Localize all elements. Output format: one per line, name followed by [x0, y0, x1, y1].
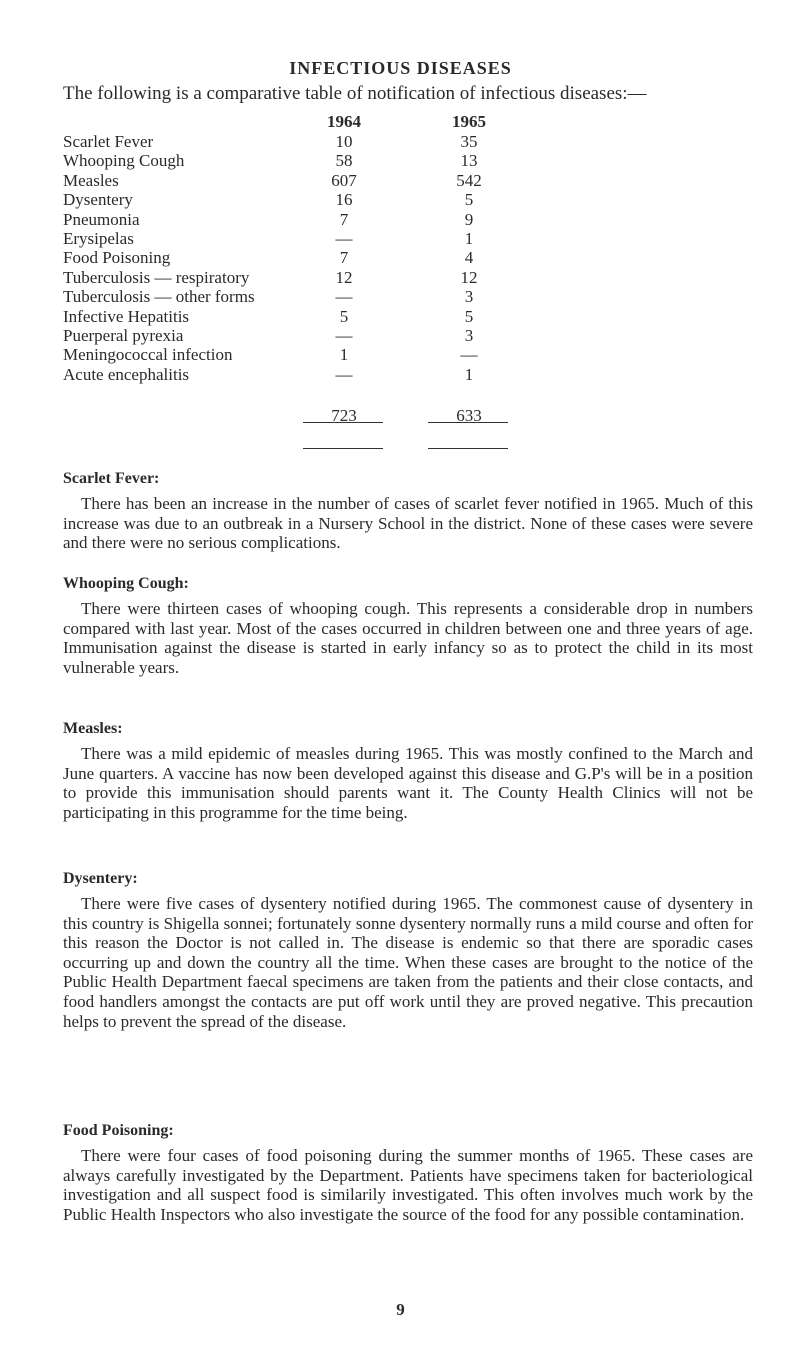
section-heading: Measles:	[63, 720, 123, 737]
section-heading: Food Poisoning:	[63, 1122, 174, 1139]
table-row	[63, 171, 663, 190]
table-row	[63, 210, 663, 229]
table-row	[63, 268, 663, 287]
count-1965: 1	[464, 228, 474, 248]
header-year-1964: 1964	[327, 112, 361, 131]
total-rule	[428, 448, 508, 449]
disease-name: Measles	[63, 170, 119, 190]
disease-name: Erysipelas	[63, 228, 134, 248]
section-text: There were five cases of dysentery notified during 1965. The commonest cause of dysentery in this country is Shigella sonnei; fortunately sonne dysentery normally runs a mild course and often for this reason the Doctor is not called in. The disease is endemic so that there are sporadic cases occurring up and down the country all the time. When these cases are brought to the notice of the Public Health Department faecal specimens are taken from the patients and their close contacts, and food handlers amongst the contacts are put off work until they are proved negative. This precaution helps to prevent the spread of the disease.	[63, 894, 753, 1031]
section-text: There was a mild epidemic of measles during 1965. This was mostly confined to the March and June quarters. A vaccine has now been developed against this disease and G.P's will be in a position to provide this immunisation should parents want it. The County Health Clinics will not be participating in this programme for the time being.	[63, 744, 753, 822]
header-year-1965: 1965	[452, 112, 486, 131]
count-1964: 58	[335, 151, 353, 171]
count-1965: —	[460, 345, 478, 365]
count-1964: 10	[335, 132, 353, 151]
count-1965: 5	[464, 306, 474, 326]
count-1965: 35	[460, 132, 478, 151]
count-1965: 3	[464, 287, 474, 307]
section-heading: Dysentery:	[63, 870, 138, 887]
table-row	[63, 151, 663, 170]
count-1964: 607	[331, 170, 357, 190]
count-1965: 542	[456, 170, 482, 190]
count-1965: 12	[460, 267, 478, 287]
table-row	[63, 345, 663, 364]
count-1965: 9	[464, 209, 474, 229]
count-1964: 12	[335, 267, 353, 287]
disease-name: Meningococcal infection	[63, 345, 233, 365]
section-food-poisoning	[63, 1122, 753, 1224]
disease-name: Dysentery	[63, 190, 133, 210]
count-1965: 3	[464, 325, 474, 345]
section-heading: Scarlet Fever:	[63, 470, 160, 487]
table-row	[63, 365, 663, 384]
table-row	[63, 229, 663, 248]
section-text: There were four cases of food poisoning during the summer months of 1965. These cases are always carefully investigated by the Department. Patients have specimens taken for bacteriological investigation and all suspect food is similarily investigated. This often involves much work by the Public Health Inspectors who also investigate the source of the food for any possible contamination.	[63, 1146, 753, 1224]
disease-name: Tuberculosis — other forms	[63, 287, 255, 307]
table-row	[63, 132, 663, 151]
section-text: There were thirteen cases of whooping cough. This represents a considerable drop in numbers compared with last year. Most of the cases occurred in children between one and three years of age. Immunisation against the disease is started in early infancy so as to protect the child in its most vulnerable years.	[63, 599, 753, 677]
total-rule	[303, 448, 383, 449]
page-title: INFECTIOUS DISEASES	[289, 58, 512, 78]
section-scarlet-fever	[63, 470, 753, 553]
count-1964: 5	[339, 306, 349, 326]
disease-name: Food Poisoning	[63, 248, 171, 268]
disease-name: Tuberculosis — respiratory	[63, 267, 250, 287]
section-heading: Whooping Cough:	[63, 575, 189, 592]
total-1964: 723	[331, 406, 357, 426]
table-row	[63, 307, 663, 326]
disease-name: Scarlet Fever	[63, 132, 154, 151]
table-row	[63, 287, 663, 306]
count-1964: —	[335, 364, 353, 384]
totals-row	[63, 406, 663, 428]
count-1965: 5	[464, 190, 474, 210]
count-1964: 1	[339, 345, 349, 365]
count-1964: 7	[339, 209, 349, 229]
count-1965: 13	[460, 151, 478, 171]
count-1965: 1	[464, 364, 474, 384]
table-row	[63, 248, 663, 267]
disease-name: Acute encephalitis	[63, 364, 190, 384]
count-1964: 16	[335, 190, 353, 210]
count-1964: —	[335, 325, 353, 345]
disease-name: Whooping Cough	[63, 151, 185, 171]
total-1965: 633	[456, 406, 482, 426]
section-text: There has been an increase in the number of cases of scarlet fever notified in 1965. Much of this increase was due to an outbreak in a Nursery School in the district. None of these cases were severe and there were no serious complications.	[63, 494, 753, 553]
disease-name: Puerperal pyrexia	[63, 325, 184, 345]
section-whooping-cough	[63, 575, 753, 677]
count-1964: —	[335, 228, 353, 248]
page-number: 9	[396, 1300, 405, 1319]
table-row	[63, 190, 663, 209]
count-1964: 7	[339, 248, 349, 268]
disease-name: Infective Hepatitis	[63, 306, 190, 326]
disease-name: Pneumonia	[63, 209, 140, 229]
intro-text: The following is a comparative table of notification of infectious diseases:—	[63, 83, 647, 104]
table-header	[63, 112, 663, 132]
table-row	[63, 326, 663, 345]
section-measles	[63, 720, 753, 822]
count-1965: 4	[464, 248, 474, 268]
table-body	[63, 132, 663, 384]
section-dysentery	[63, 870, 753, 1031]
count-1964: —	[335, 287, 353, 307]
notification-table	[63, 112, 663, 428]
